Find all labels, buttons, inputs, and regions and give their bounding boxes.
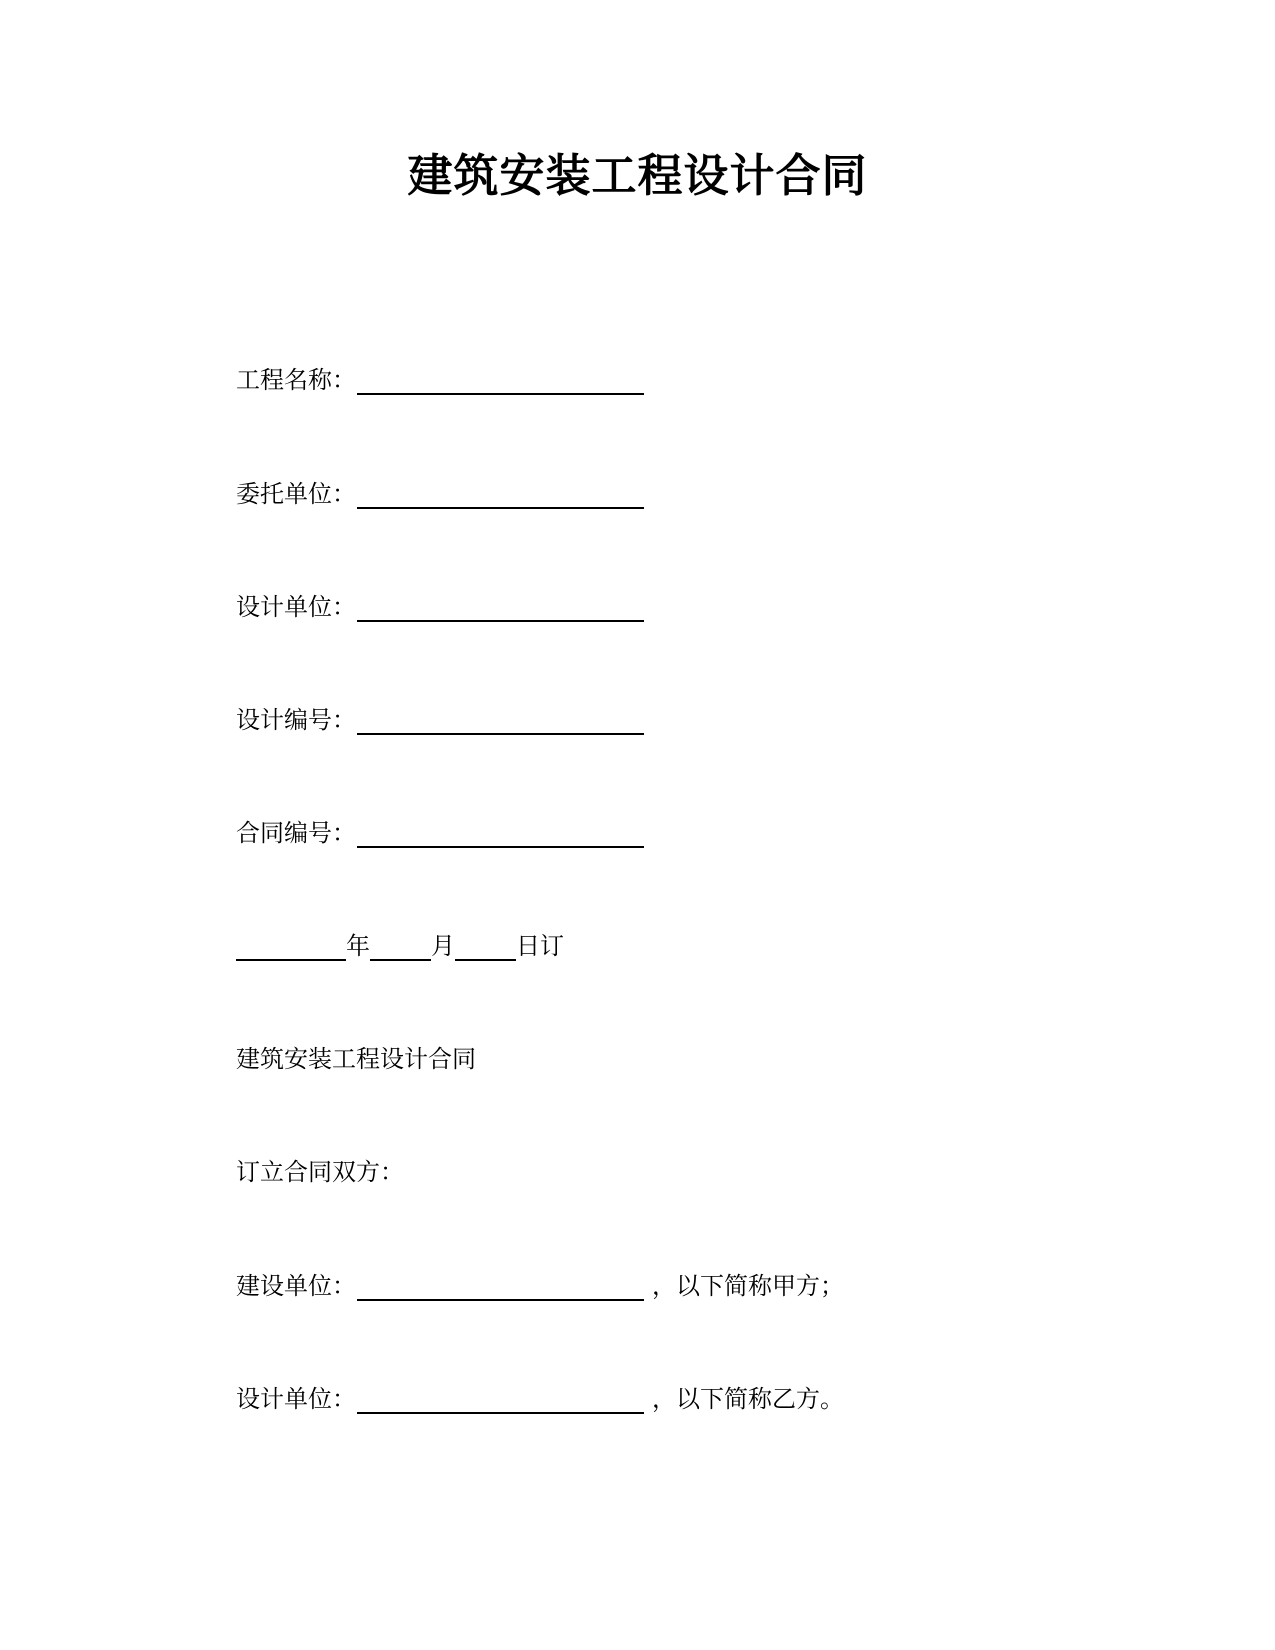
field-design-number	[236, 703, 652, 737]
field-label: 合同编号：	[236, 819, 356, 847]
year-blank[interactable]	[236, 933, 346, 961]
field-project-name	[236, 363, 652, 397]
fill-in-blank[interactable]	[357, 367, 644, 395]
field-label: 设计编号：	[236, 706, 356, 734]
fill-in-blank[interactable]	[357, 707, 644, 735]
month-blank[interactable]	[370, 933, 431, 961]
party-b-suffix: ，以下简称乙方。	[652, 1385, 844, 1413]
field-client	[236, 477, 652, 511]
fill-in-blank[interactable]	[357, 820, 644, 848]
document-title: 建筑安装工程设计合同	[407, 149, 868, 202]
field-label: 委托单位：	[236, 480, 356, 508]
field-contract-number	[236, 816, 652, 850]
body-title-text: 建筑安装工程设计合同	[236, 1045, 476, 1073]
body-title	[236, 1042, 476, 1076]
year-label: 年	[346, 932, 370, 960]
month-label: 月	[431, 932, 455, 960]
party-b-label: 设计单位：	[236, 1385, 356, 1413]
field-design-unit	[236, 590, 652, 624]
party-a-blank[interactable]	[357, 1273, 644, 1301]
parties-heading-text: 订立合同双方：	[236, 1158, 404, 1186]
parties-heading	[236, 1155, 404, 1189]
fill-in-blank[interactable]	[357, 594, 644, 622]
party-a-suffix: ，以下简称甲方；	[652, 1272, 844, 1300]
field-label: 工程名称：	[236, 366, 356, 394]
party-a-label: 建设单位：	[236, 1272, 356, 1300]
field-label: 设计单位：	[236, 593, 356, 621]
party-b-line	[236, 1382, 844, 1416]
day-blank[interactable]	[455, 933, 516, 961]
day-label: 日订	[516, 932, 564, 960]
party-a-line	[236, 1269, 844, 1303]
date-line	[236, 929, 564, 963]
party-b-blank[interactable]	[357, 1386, 644, 1414]
fill-in-blank[interactable]	[357, 481, 644, 509]
